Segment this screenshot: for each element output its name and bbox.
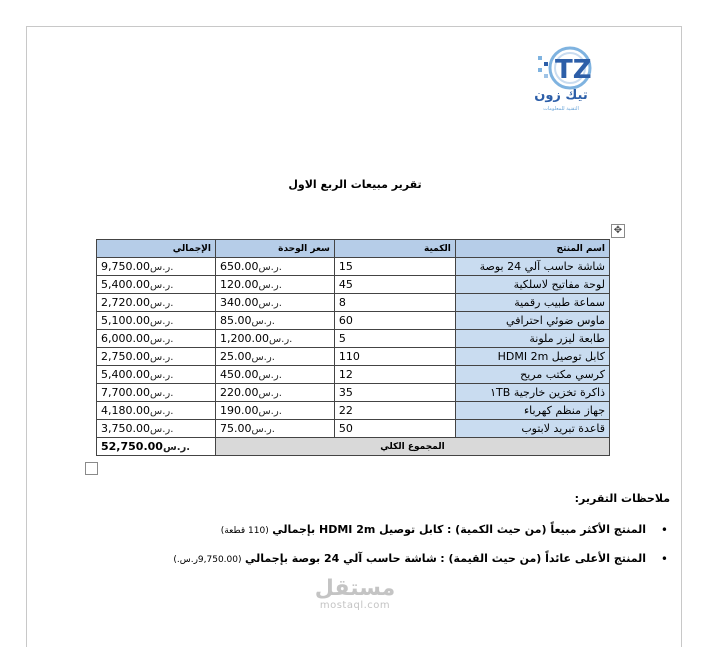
- cell-total: [97, 384, 216, 402]
- unit-price-value: 25.00: [219, 350, 252, 363]
- table-row: [97, 384, 610, 402]
- cell-total: [97, 348, 216, 366]
- unit-price-value: 120.00: [219, 278, 259, 291]
- total-value: 5,400.00: [101, 278, 150, 291]
- summary-label: المجموع الكلي: [215, 438, 609, 456]
- watermark-latin: mostaql.com: [319, 600, 391, 611]
- cell-product: لوحة مفاتيح لاسلكية: [455, 276, 609, 294]
- table-row: [97, 366, 610, 384]
- cell-total: [97, 366, 216, 384]
- note-1-value: كابل توصيل HDMI 2m بإجمالي: [272, 523, 444, 536]
- total-value: 6,000.00: [101, 332, 150, 345]
- unit-price-value: 340.00: [219, 296, 259, 309]
- watermark-arabic: مستقل: [314, 576, 396, 601]
- table-row: [97, 258, 610, 276]
- currency-label: ر.س.: [251, 424, 275, 435]
- note-1-label: المنتج الأكثر مبيعاً (من حيث الكمية) :: [446, 523, 646, 536]
- currency-label: ر.س.: [149, 370, 174, 381]
- header-product: اسم المنتج: [455, 240, 609, 258]
- cell-unit-price: [215, 276, 334, 294]
- currency-label: ر.س.: [268, 334, 293, 345]
- summary-currency: ر.س.: [162, 442, 191, 453]
- table-header-row: [97, 240, 610, 258]
- currency-label: ر.س.: [258, 262, 282, 273]
- summary-total-value: 52,750.00: [101, 440, 163, 453]
- table-row: [97, 402, 610, 420]
- cell-product: كرسي مكتب مريح: [455, 366, 609, 384]
- cell-total: [97, 294, 216, 312]
- unit-price-value: 450.00: [219, 368, 259, 381]
- currency-label: ر.س.: [258, 280, 282, 291]
- summary-row: [97, 438, 610, 456]
- currency-label: ر.س.: [251, 352, 275, 363]
- table-resize-handle-icon[interactable]: [85, 462, 98, 475]
- cell-qty: 60: [334, 312, 455, 330]
- bullet-icon: •: [660, 552, 668, 566]
- note-2-extra: (9,750.00ر.س.): [173, 555, 242, 565]
- cell-unit-price: [215, 348, 334, 366]
- cell-qty: 22: [334, 402, 455, 420]
- currency-label: ر.س.: [149, 298, 174, 309]
- cell-unit-price: [215, 258, 334, 276]
- total-value: 3,750.00: [101, 422, 150, 435]
- cell-unit-price: [215, 402, 334, 420]
- currency-label: ر.س.: [149, 424, 174, 435]
- currency-label: ر.س.: [258, 298, 282, 309]
- unit-price-value: 190.00: [219, 404, 259, 417]
- total-value: 4,180.00: [101, 404, 150, 417]
- unit-price-value: 650.00: [219, 260, 259, 273]
- cell-product: شاشة حاسب آلي 24 بوصة: [455, 258, 609, 276]
- cell-qty: 35: [334, 384, 455, 402]
- cell-total: [97, 402, 216, 420]
- header-unit-price: سعر الوحدة: [215, 240, 334, 258]
- svg-text:TZ: TZ: [555, 55, 592, 85]
- note-2-value: شاشة حاسب آلي 24 بوصة بإجمالي: [245, 552, 437, 565]
- table-row: [97, 276, 610, 294]
- currency-label: ر.س.: [149, 406, 174, 417]
- total-value: 2,720.00: [101, 296, 150, 309]
- total-value: 5,400.00: [101, 368, 150, 381]
- cell-product: سماعة طبيب رقمية: [455, 294, 609, 312]
- cell-total: [97, 258, 216, 276]
- cell-total: [97, 330, 216, 348]
- currency-label: ر.س.: [149, 388, 174, 399]
- table-row: [97, 420, 610, 438]
- table-row: [97, 294, 610, 312]
- cell-product: طابعة ليزر ملونة: [455, 330, 609, 348]
- total-value: 7,700.00: [101, 386, 150, 399]
- cell-product: كابل توصيل HDMI 2m: [455, 348, 609, 366]
- note-item-2: [173, 552, 668, 566]
- bullet-icon: •: [660, 523, 668, 537]
- currency-label: ر.س.: [258, 370, 282, 381]
- unit-price-value: 85.00: [219, 314, 252, 327]
- total-value: 2,750.00: [101, 350, 150, 363]
- cell-qty: 45: [334, 276, 455, 294]
- cell-product: ذاكرة تخزين خارجية ١TB: [455, 384, 609, 402]
- cell-unit-price: [215, 330, 334, 348]
- table-row: [97, 348, 610, 366]
- cell-total: [97, 312, 216, 330]
- cell-unit-price: [215, 420, 334, 438]
- cell-qty: 110: [334, 348, 455, 366]
- currency-label: ر.س.: [258, 406, 282, 417]
- cell-qty: 8: [334, 294, 455, 312]
- currency-label: ر.س.: [149, 316, 174, 327]
- unit-price-value: 75.00: [219, 422, 252, 435]
- cell-product: قاعدة تبريد لابتوب: [455, 420, 609, 438]
- cell-qty: 50: [334, 420, 455, 438]
- report-title: تقرير مبيعات الربع الاول: [288, 178, 422, 191]
- cell-unit-price: [215, 366, 334, 384]
- total-value: 9,750.00: [101, 260, 150, 273]
- header-total: الإجمالي: [97, 240, 216, 258]
- sales-table: [96, 239, 610, 456]
- cell-unit-price: [215, 312, 334, 330]
- currency-label: ر.س.: [251, 316, 275, 327]
- currency-label: ر.س.: [149, 280, 174, 291]
- cell-total: [97, 276, 216, 294]
- notes-heading: ملاحظات التقرير:: [574, 492, 670, 505]
- note-2-label: المنتج الأعلى عائداً (من حيث القيمة) :: [440, 552, 646, 565]
- total-value: 5,100.00: [101, 314, 150, 327]
- table-row: [97, 312, 610, 330]
- cell-total: [97, 420, 216, 438]
- table-move-handle-icon[interactable]: ✥: [611, 224, 625, 238]
- summary-total: [97, 438, 216, 456]
- cell-qty: 12: [334, 366, 455, 384]
- table-row: [97, 330, 610, 348]
- cell-qty: 5: [334, 330, 455, 348]
- logo-tagline: التقنية للمعلومات: [543, 106, 579, 112]
- cell-product: ماوس ضوئي احترافي: [455, 312, 609, 330]
- currency-label: ر.س.: [149, 334, 174, 345]
- cell-qty: 15: [334, 258, 455, 276]
- cell-product: جهاز منظم كهرباء: [455, 402, 609, 420]
- header-qty: الكمية: [334, 240, 455, 258]
- currency-label: ر.س.: [149, 262, 174, 273]
- currency-label: ر.س.: [258, 388, 282, 399]
- mostaql-watermark: [305, 578, 405, 612]
- unit-price-value: 220.00: [219, 386, 259, 399]
- note-item-1: [220, 523, 668, 537]
- unit-price-value: 1,200.00: [219, 332, 269, 345]
- currency-label: ر.س.: [149, 352, 174, 363]
- note-1-extra: (110 قطعة): [220, 526, 269, 536]
- cell-unit-price: [215, 294, 334, 312]
- cell-unit-price: [215, 384, 334, 402]
- logo-name: تيك زون: [534, 88, 588, 103]
